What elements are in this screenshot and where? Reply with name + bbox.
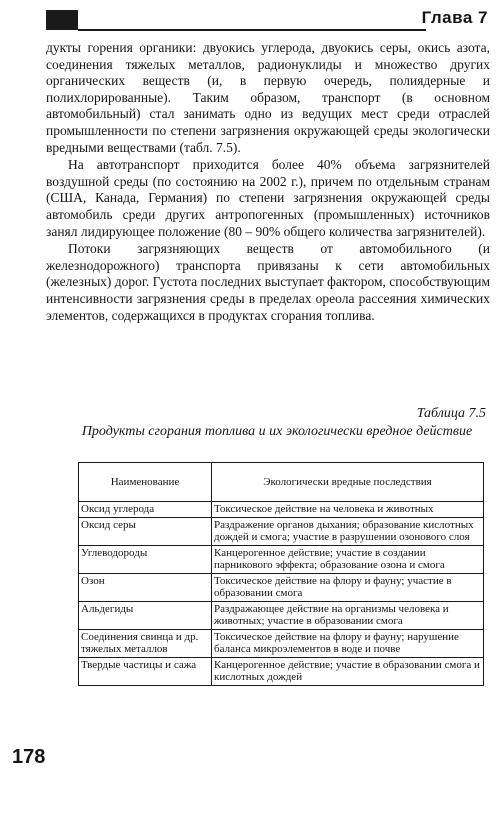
table-row	[79, 573, 484, 601]
table-row	[79, 629, 484, 657]
pollutants-table	[78, 462, 484, 686]
paragraph-3: Потоки загрязняющих веществ от автомобильного (и железнодорожного) транспорта привязаны к сети автомобильных (железных) дорог. Густота последних выступает фактором, способствующим интенсивности загрязнения среды в пределах ореола рассеяния химических элементов, содержащихся в продуктах сгорания топлива.	[46, 241, 490, 323]
cell-effects: Токсическое действие на флору и фауну; участие в образовании смога	[212, 573, 484, 601]
cell-name: Оксид серы	[79, 517, 212, 545]
cell-name: Озон	[79, 573, 212, 601]
table-label: Таблица 7.5	[416, 406, 486, 421]
paragraph-1: дукты горения органики: двуокись углерода, двуокись серы, окись азота, соединения тяжелых металлов, радионуклиды и множество других органических веществ (и, в первую очередь, полиядерные и полихлорированные). Таким образом, транспорт (в основном автомобильный) стал занимать одно из ведущих мест среди отраслей промышленности по степени загрязнения окружающей среды экологически вредными веществами (табл. 7.5).	[46, 40, 490, 155]
cell-effects: Токсическое действие на человека и животных	[212, 502, 484, 518]
cell-effects: Раздражение органов дыхания; образование кислотных дождей и смога; участие в разрушении озонового слоя	[212, 517, 484, 545]
cell-effects: Токсическое действие на флору и фауну; нарушение баланса микроэлементов в воде и почве	[212, 629, 484, 657]
paragraph-2: На автотранспорт приходится более 40% объема загрязнителей воздушной среды (по состоянию на 2002 г.), причем по отдельным странам (США, Канада, Германия) по степени загрязнения окружающей среды автомобиль среди других антропогенных (промышленных) источников занял лидирующее положение (80 – 90% общего количества загрязнителей).	[46, 157, 490, 239]
header-cell-name: Наименование	[79, 463, 212, 502]
table-row	[79, 545, 484, 573]
table-row	[79, 517, 484, 545]
header-black-block	[46, 10, 78, 30]
header-cell-effects: Экологически вредные последствия	[212, 463, 484, 502]
cell-effects: Канцерогенное действие; участие в образовании смога и кислотных дождей	[212, 657, 484, 685]
cell-effects: Канцерогенное действие; участие в создании парникового эффекта; образование озона и смога	[212, 545, 484, 573]
cell-name: Твердые частицы и сажа	[79, 657, 212, 685]
body-text	[46, 40, 490, 324]
table-caption: Продукты сгорания топлива и их экологически вредное действие	[81, 424, 473, 439]
header-rule	[78, 29, 426, 31]
cell-name: Альдегиды	[79, 601, 212, 629]
page-number: 178	[12, 746, 46, 768]
cell-effects: Раздражающее действие на организмы человека и животных; участие в образовании смога	[212, 601, 484, 629]
table-row	[79, 657, 484, 685]
table-header-row	[79, 463, 484, 502]
cell-name: Соединения свинца и др. тяжелых металлов	[79, 629, 212, 657]
chapter-title: Глава 7	[421, 8, 488, 27]
running-header	[46, 8, 488, 36]
cell-name: Углеводороды	[79, 545, 212, 573]
table-row	[79, 502, 484, 518]
cell-name: Оксид углерода	[79, 502, 212, 518]
table-row	[79, 601, 484, 629]
